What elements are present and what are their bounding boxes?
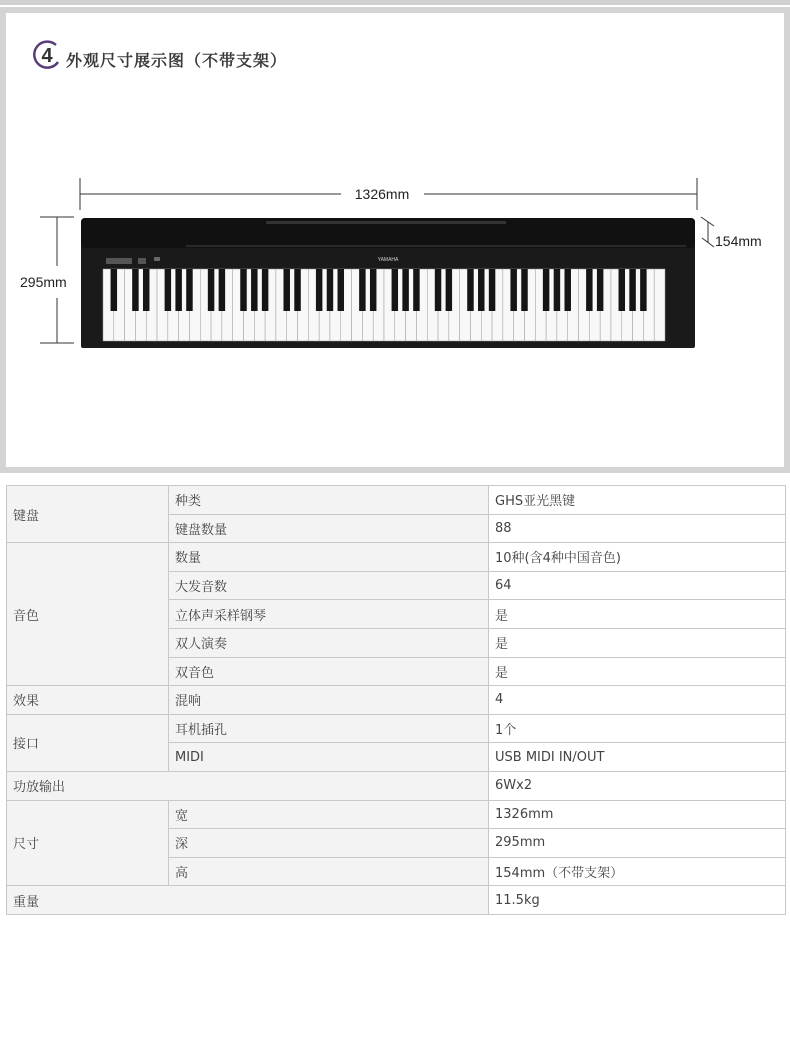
black-key xyxy=(143,269,149,311)
spec-value: 154mm（不带支架） xyxy=(489,857,786,886)
section-title: 外观尺寸展示图（不带支架） xyxy=(66,51,288,70)
spec-value: 是 xyxy=(489,600,786,629)
black-key xyxy=(327,269,333,311)
spec-value: 1个 xyxy=(489,714,786,743)
depth-dimension xyxy=(701,217,762,249)
spec-name: 双人演奏 xyxy=(169,628,489,657)
top-divider xyxy=(0,0,790,5)
table-row xyxy=(7,714,786,743)
black-key xyxy=(543,269,549,311)
spec-value: 6Wx2 xyxy=(489,771,786,800)
spec-name: 混响 xyxy=(169,686,489,715)
dimension-figure-panel xyxy=(6,13,784,467)
table-row xyxy=(7,486,786,515)
brand-logo: YAMAHA xyxy=(377,257,399,263)
spec-table xyxy=(6,485,786,915)
spec-name: 立体声采样钢琴 xyxy=(169,600,489,629)
black-key xyxy=(629,269,635,311)
black-key xyxy=(175,269,181,311)
black-key xyxy=(219,269,225,311)
spec-value: USB MIDI IN/OUT xyxy=(489,743,786,772)
black-key xyxy=(359,269,365,311)
depth-label: 154mm xyxy=(715,233,762,249)
spec-name: 数量 xyxy=(169,543,489,572)
black-key xyxy=(619,269,625,311)
spec-name: 种类 xyxy=(169,486,489,515)
table-row xyxy=(7,886,786,915)
spec-name: 耳机插孔 xyxy=(169,714,489,743)
black-key xyxy=(338,269,344,311)
black-key xyxy=(111,269,117,311)
spec-value: 1326mm xyxy=(489,800,786,829)
spec-name: 高 xyxy=(169,857,489,886)
spec-value: 是 xyxy=(489,657,786,686)
black-key xyxy=(240,269,246,311)
black-key xyxy=(262,269,268,311)
category-weight: 重量 xyxy=(7,886,489,915)
black-key xyxy=(597,269,603,311)
black-key xyxy=(251,269,257,311)
black-key xyxy=(294,269,300,311)
dimension-figure-frame xyxy=(0,7,790,473)
piano-body xyxy=(81,218,695,348)
black-key xyxy=(186,269,192,311)
table-row xyxy=(7,686,786,715)
spec-name: 双音色 xyxy=(169,657,489,686)
black-key xyxy=(132,269,138,311)
category-size: 尺寸 xyxy=(7,800,169,886)
spec-name: 宽 xyxy=(169,800,489,829)
black-key xyxy=(510,269,516,311)
black-key xyxy=(478,269,484,311)
black-key xyxy=(564,269,570,311)
spec-value: 10种(含4种中国音色) xyxy=(489,543,786,572)
category-interface: 接口 xyxy=(7,714,169,771)
category-effects: 效果 xyxy=(7,686,169,715)
black-key xyxy=(316,269,322,311)
black-key xyxy=(392,269,398,311)
black-key xyxy=(283,269,289,311)
spec-value: 11.5kg xyxy=(489,886,786,915)
spec-value: 4 xyxy=(489,686,786,715)
height-label: 295mm xyxy=(20,274,67,290)
section-number: 4 xyxy=(41,45,53,67)
spec-value: 295mm xyxy=(489,829,786,858)
category-amplifier: 功放输出 xyxy=(7,771,489,800)
black-key xyxy=(165,269,171,311)
spec-name: 深 xyxy=(169,829,489,858)
spec-value: 88 xyxy=(489,514,786,543)
black-key xyxy=(370,269,376,311)
black-key xyxy=(435,269,441,311)
table-row xyxy=(7,800,786,829)
width-label: 1326mm xyxy=(354,186,410,202)
black-key xyxy=(521,269,527,311)
category-keyboard: 键盘 xyxy=(7,486,169,543)
black-key xyxy=(554,269,560,311)
white-key xyxy=(654,269,665,341)
black-key xyxy=(446,269,452,311)
spec-name: 键盘数量 xyxy=(169,514,489,543)
width-dimension xyxy=(80,178,697,210)
spec-name: MIDI xyxy=(169,743,489,772)
black-key xyxy=(489,269,495,311)
table-row xyxy=(7,771,786,800)
black-key xyxy=(640,269,646,311)
black-key xyxy=(413,269,419,311)
black-key xyxy=(467,269,473,311)
spec-value: GHS亚光黑键 xyxy=(489,486,786,515)
table-row xyxy=(7,543,786,572)
spec-value: 是 xyxy=(489,628,786,657)
piano-dimension-drawing xyxy=(6,13,784,467)
black-key xyxy=(208,269,214,311)
black-key xyxy=(402,269,408,311)
category-voice: 音色 xyxy=(7,543,169,686)
spec-value: 64 xyxy=(489,571,786,600)
height-dimension xyxy=(20,217,74,343)
black-key xyxy=(586,269,592,311)
spec-name: 大发音数 xyxy=(169,571,489,600)
